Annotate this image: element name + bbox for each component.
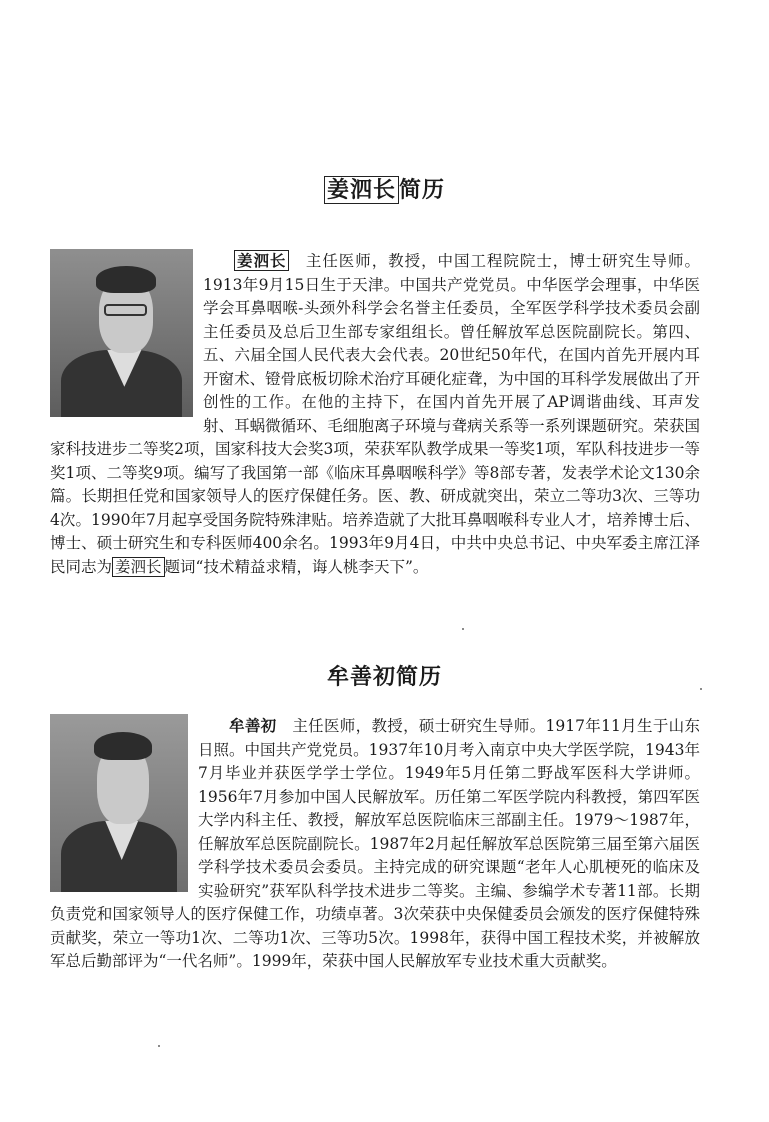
- boxed-name: 姜泗长: [324, 176, 399, 204]
- scan-speck: [462, 628, 464, 630]
- bio-text-part2: 题词“技术精益求精，诲人桃李天下”。: [164, 557, 429, 576]
- scan-speck: [158, 1045, 160, 1047]
- biography-section-mou: [0, 662, 769, 974]
- hair-shape: [96, 266, 156, 293]
- biography-section-jiang: [0, 175, 769, 579]
- hair-shape: [94, 732, 152, 760]
- biography-body: [50, 714, 700, 974]
- bio-text: 主任医师，教授，硕士研究生导师。1917年11月生于山东日照。中国共产党党员。1937年10月考入南京中央大学医学院，1943年7月毕业并获医学学士学位。1949年5月任第二野战军医科大学讲师。1956年7月参加中国人民解放军。历任第二军医学院内科教授，第四军医大学内科主任、教授，解放军总医院临床三部副主任。1979～1987年，任解放军总医院副院长。1987年2月起任解放军总医院第三届至第六届医学科学技术委员会委员。主持完成的研究课题“老年人心肌梗死的临床及实验研究”获军队科学技术进步二等奖。主编、参编学术专著11部。长期负责党和国家领导人的医疗保健工作，功绩卓著。3次荣获中央保健委员会颁发的医疗保健特殊贡献奖，荣立一等功1次、二等功1次、三等功5次。1998年，获得中国工程技术奖，并被解放军总后勤部评为“一代名师”。1999年，荣获中国人民解放军专业技术重大贡献奖。: [50, 717, 700, 970]
- glasses-shape: [104, 304, 147, 316]
- title-suffix: 简历: [399, 177, 446, 203]
- bio-text-part1: 主任医师，教授，中国工程院院士，博士研究生导师。1913年9月15日生于天津。中国共产党党员。中华医学会理事，中华医学会耳鼻咽喉-头颈外科学会名誉主任委员，全军医学科学技术委员会副主任委员及总后卫生部专家组组长。曾任解放军总医院副院长。第四、五、六届全国人民代表大会代表。20世纪50年代，在国内首先开展内耳开窗术、镫骨底板切除术治疗耳硬化症聋，为中国的耳科学发展做出了开创性的工作。在他的主持下，在国内首先开展了AP调谐曲线、耳声发射、耳蜗微循环、毛细胞离子环境与聋病关系等一系列课题研究。荣获国家科技进步二等奖2项，国家科技大会奖3项，荣获军队教学成果一等奖1项，军队科技进步一等奖1项、二等奖9项。编写了我国第一部《临床耳鼻咽喉科学》等8部专著，发表学术论文130余篇。长期担任党和国家领导人的医疗保健任务。医、教、研成就突出，荣立二等功3次、三等功4次。1990年7月起享受国务院特殊津贴。培养造就了大批耳鼻咽喉科专业人才，培养博士后、博士、硕士研究生和专科医师400余名。1993年9月4日，中共中央总书记、中央军委主席江泽民同志为: [50, 252, 700, 576]
- inline-name: 姜泗长: [112, 557, 165, 577]
- title-suffix: 简历: [396, 664, 443, 690]
- person-name: 牟善初: [229, 716, 277, 735]
- portrait-photo: [50, 714, 188, 892]
- title-name: 牟善初: [326, 664, 396, 690]
- portrait-photo: [50, 249, 193, 417]
- section-title: [0, 175, 769, 205]
- scan-speck: [700, 688, 702, 690]
- biography-body: [50, 249, 700, 579]
- person-name: 姜泗长: [234, 250, 289, 271]
- section-title: [0, 662, 769, 692]
